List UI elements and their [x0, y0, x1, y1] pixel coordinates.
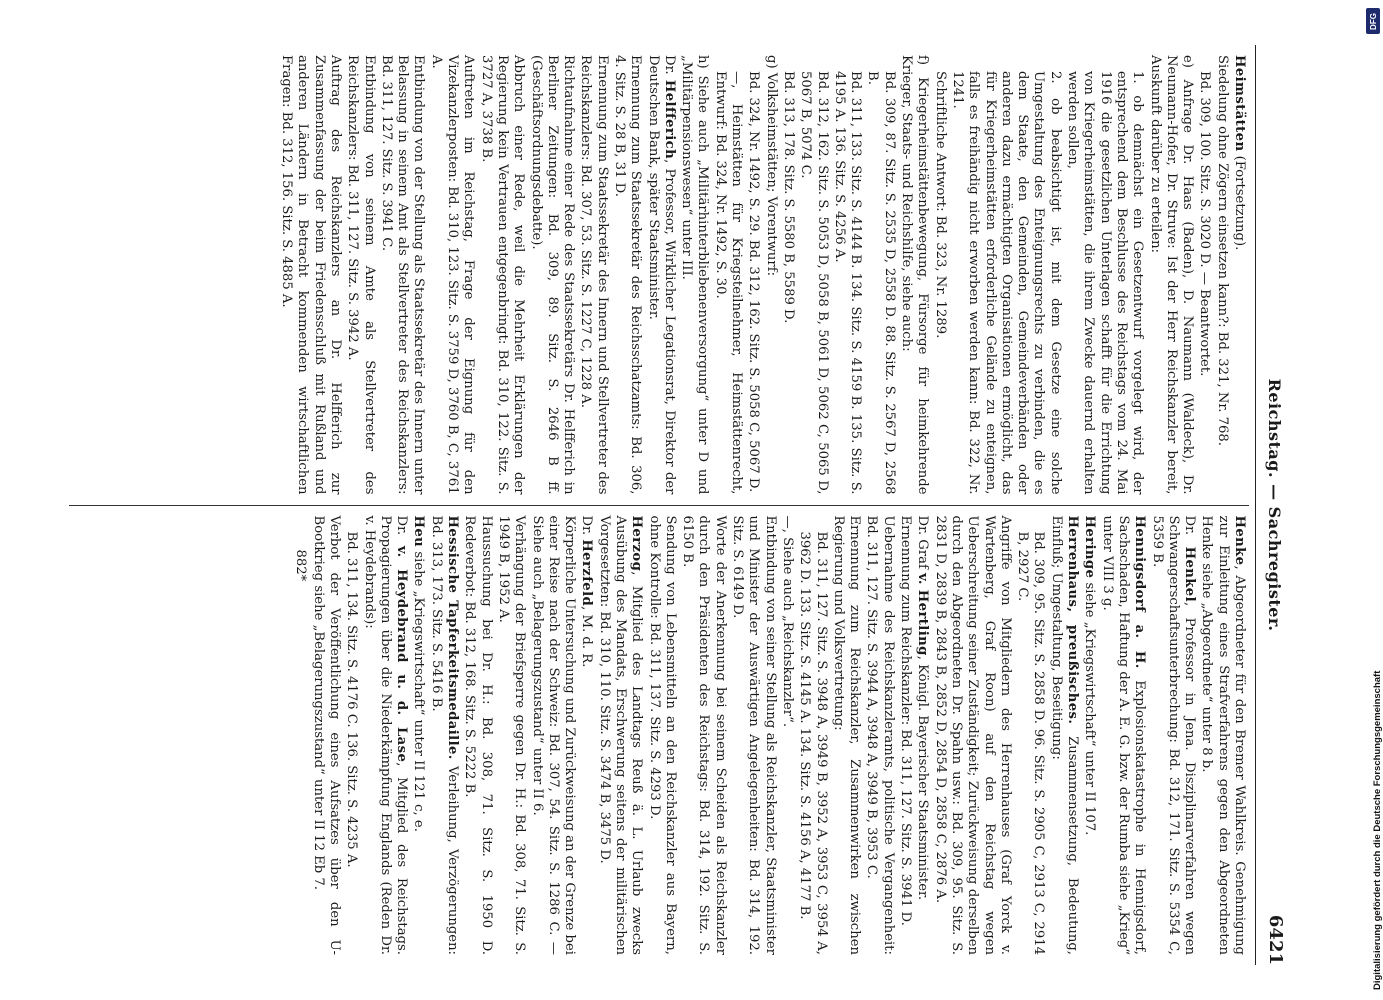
entry-text: e) Anfrage Dr. Haas (Baden), D. Naumann (Waldeck), Dr. Neumann-Hofer, Dr. Struve: Ist der Herr Reichskanzler bereit, Auskunft darüber zu erteilen:: [1147, 55, 1196, 495]
entry-text: siehe „Kriegswirtschaft“ unter II 107.: [1082, 578, 1098, 836]
index-entry-line: [779, 516, 795, 956]
index-entry-line: [477, 55, 526, 495]
index-entry-heading: [360, 516, 409, 956]
entry-lemma: Henkel: [1182, 546, 1198, 602]
entry-text: Verbot der Veröffentlichung eines Aufsatzes über den U-Bootkrieg siehe „Belagerungszustand“ unter II 12 Eb 7.: [310, 515, 342, 955]
entry-text: Explosionskatastrophe in Hennigsdorf, Sachschaden, Haftung der A. E. G. bzw. der Rumba siehe „Krieg“ unter VIII 3 g.: [1099, 515, 1148, 955]
entry-text: , Mitglied des Landtags Reuß ä. L. Urlaub zwecks Ausübung des Mandats, Erschwerung seitens der militärischen Vorgesetzten: Bd. 310, 110. Sitz. S. 3474 B, 3475 D.: [596, 515, 645, 955]
index-entry-line: [863, 516, 896, 956]
entry-text: Auftreten im Reichstag, Frage der Eignung für den Vizekanzlerposten: Bd. 310, 123. Sitz. S. 3759 D, 3760 B, C, 3761 A.: [428, 55, 477, 495]
entry-text: , M. d. R.: [579, 606, 595, 668]
index-entry-line: [864, 55, 897, 495]
entry-lemma: Heimstätten: [1232, 55, 1247, 152]
entry-text: Verleihung, Verzögerungen: Bd. 313, 173. Sitz. S. 5416 B.: [428, 515, 461, 956]
entry-text: siehe „Kriegswirtschaft“ unter II 121 c, e.: [411, 547, 427, 832]
index-entry-line: [278, 55, 343, 495]
page-number: 6421: [1265, 914, 1286, 965]
index-entry-line: [527, 55, 576, 495]
entry-lemma: Herrenhaus, preußisches.: [1065, 515, 1081, 725]
entry-text: —, Siehe auch „Reichskanzler“.: [779, 515, 795, 728]
index-entry-heading: [1098, 516, 1147, 956]
entry-text: Zusammensetzung, Bedeutung, Einfluß; Umgestaltung, Beseitigung:: [1048, 515, 1081, 955]
entry-text: , Abgeordneter für den Bremer Wahlkreis. Genehmigung zur Einleitung eines Strafverfahrens gegen den Abgeordneten Henke siehe „Abgeordnete“ unter 8 b.: [1199, 515, 1247, 955]
index-entry-line: [780, 55, 796, 495]
index-entry-line: [292, 516, 308, 956]
entry-text: —, Heimstätten für Kriegsteilnehmer, Heimstättenrecht, Entwurf: Bd. 324, Nr. 1492, S. 30.: [712, 71, 745, 495]
entry-text: Körperliche Untersuchung und Zurückweisung an der Grenze bei einer Reise nach der Schweiz: Bd. 307, 54. Sitz. S. 1286 C. — Siehe auch „Belagerungszustand“ unter II 6.: [529, 515, 578, 955]
entry-text: , Professor in Jena. Disziplinarverfahren wegen Schwangerschaftsunterbrechung: Bd. 312, 171. Sitz. S. 5354 C, 5359 B.: [1149, 515, 1198, 956]
entry-text: Uebernahme des Reichskanzleramts, politische Vergangenheit: Bd. 311, 127. Sitz. S. 3944 A, 3948 A, 3949 B, 3953 C.: [864, 515, 896, 955]
index-entry-line: [1213, 55, 1229, 495]
entry-text: (Fortsetzung).: [1232, 151, 1247, 251]
index-entry-line: [343, 516, 359, 956]
index-entry-line: [1064, 55, 1145, 495]
entry-prefix: Dr.: [661, 55, 677, 80]
entry-text: , Königl. Bayerischer Staatsminister.: [915, 655, 931, 901]
entry-text: Worte der Anerkennung bei seinem Scheiden als Reichskanzler durch den Präsidenten des Reichstags: Bd. 314, 192. Sitz. S. 6150 B.: [680, 515, 728, 955]
entry-text: Auftrag des Reichskanzlers an Dr. Helfferich zur Zusammenfassung der beim Friedensschluß mit Rußland und anderen Ländern in Betracht kommenden wirtschaftlichen Fragen: Bd. 312, 156. Sitz. S. 4885 A.: [279, 55, 343, 495]
index-entry-line: [797, 55, 830, 495]
index-entry-line: [1146, 55, 1195, 495]
entry-text: Sendung von Lebensmitteln an den Reichskanzler aus Bayern, ohne Kontrolle: Bd. 311, 137. Sitz. S. 4293 D.: [646, 515, 678, 955]
index-entry-line: [898, 55, 931, 495]
entry-text: Bd. 311, 134. Sitz. S. 4176 C. 136. Sitz. S. 4235 A.: [344, 531, 360, 868]
entry-lemma: v. Hertling: [915, 573, 931, 656]
entry-text: h) Siehe auch „Militärhinterbliebenenversorgung“ unter D und „Militärpensionswesen“ unter III.: [679, 55, 711, 495]
running-title: Reichstag. — Sachregister.: [1265, 378, 1284, 632]
entry-text: Entbindung von seiner Stellung als Reichskanzler, Staatsminister und Minister der Auswärtigen Angelegenheiten: Bd. 314, 192. Sitz. S. 6149 D.: [730, 515, 778, 955]
entry-text: Bd. 311, 133. Sitz. S. 4144 B. 134. Sitz. S. 4159 B. 135. Sitz. S. 4195 A. 136. Sitz. S. 4256 A.: [831, 71, 864, 495]
entry-text: g) Volksheimstätten; Vorentwurf:: [763, 55, 779, 277]
entry-text: Verhängung der Briefsperre gegen Dr. H.: Bd. 308, 71. Sitz. S. 1949 B, 1952 A.: [495, 515, 528, 955]
entry-text: , Professor, Wirklicher Legationsrat, Direktor der Deutschen Bank, später Staatsminister.: [645, 55, 677, 495]
index-entry-line: [378, 55, 427, 495]
index-entry-line: [897, 516, 913, 956]
index-entry-heading: [1148, 516, 1197, 956]
index-entry-line: [528, 516, 577, 956]
index-entry-line: [931, 516, 1012, 956]
index-entry-line: [577, 55, 610, 495]
dfg-logo: DFG: [1366, 8, 1380, 34]
entry-text: Haussuchung bei Dr. H.: Bd. 308, 71. Sitz. S. 1950 D. Redeverbot: Bd. 312, 168. Sitz. S. 5222 B.: [462, 515, 494, 955]
entry-lemma: Heu: [411, 515, 427, 548]
scanned-page: [10, 0, 1360, 1000]
entry-lemma: Hessische Tapferkeitsmedaille.: [445, 515, 461, 760]
entry-lemma: v. Heydebrand u. d. Lase: [394, 545, 410, 763]
index-entry-heading: [410, 516, 426, 956]
entry-text: 1. ob demnächst ein Gesetzentwurf vorgelegt wird, der entsprechend dem Beschlusse des Reichstags vom 24. Mai 1916 die gesetzlichen Unterlagen schafft für die Errichtung von Kriegerheimstätten, die ihrem Zwecke dauernd erhalten werden sollen,: [1065, 71, 1146, 495]
entry-prefix: Dr. Graf: [915, 515, 931, 574]
entry-prefix: Dr.: [1182, 515, 1198, 547]
page-header: [1256, 45, 1290, 965]
entry-text: Ernennung zum Reichskanzler: Bd. 311, 127. Sitz. S. 3941 D.: [898, 515, 914, 926]
entry-text: Ernennung zum Staatssekretär des Innern und Stellvertreter des Reichskanzlers: Bd. 307, 53. Sitz. S. 1227 C, 1228 A.: [578, 55, 610, 495]
entry-text: Ernennung zum Reichskanzler, Zusammenwirken zwischen Regierung und Volksvertretung:: [830, 515, 863, 955]
index-entry-heading: [578, 516, 594, 956]
entry-text: Richtaufnahme einer Rede des Staatssekretärs Dr. Helfferich in Berliner Zeitungen: Bd. 309, 89. Sitz. S. 2646 B ff. (Geschäftsordnungsdebatte).: [528, 55, 577, 495]
entry-lemma: Herzog: [629, 515, 645, 572]
index-entry-line: [745, 55, 761, 495]
index-entry-heading: [1231, 55, 1247, 495]
entry-text: , Mitglied des Reichstags. Propagierungen über die Niederkämpfung Englands (Reden Dr. v. Heydebrands):: [361, 515, 410, 955]
index-entry-line: [729, 516, 778, 956]
index-entry-heading: [427, 516, 460, 956]
entry-text: Bd. 313, 178. Sitz. S. 5580 B, 5589 D.: [780, 71, 796, 324]
entry-text: Bd. 311, 127. Sitz. S. 3948 A, 3949 B, 3952 A, 3953 C, 3954 A, 3962 D. 133. Sitz. S. 4145 A. 134. Sitz. S. 4156 A, 4177 B.: [797, 531, 829, 955]
index-entry-line: [1196, 55, 1212, 495]
index-entry-line: [949, 55, 1063, 495]
entry-lemma: Heringe: [1082, 515, 1098, 579]
entry-text: Bd. 324, Nr. 1492, S. 29. Bd. 312, 162. Sitz. S. 5058 C, 5067 D.: [746, 71, 762, 493]
index-entry-line: [830, 516, 863, 956]
entry-lemma: Helfferich: [661, 79, 677, 160]
index-entry-line: [1014, 516, 1047, 956]
right-column: [69, 506, 1249, 966]
entry-text: Bd. 309, 100. Sitz. S. 3020 D. — Beantwortet.: [1197, 71, 1213, 377]
index-entry-line: [679, 516, 728, 956]
index-entry-line: [461, 516, 494, 956]
index-entry-line: [495, 516, 528, 956]
index-entry-line: [645, 516, 678, 956]
entry-text: Abbruch einer Rede, weil die Mehrheit Erklärungen der Regierung kein Vertrauen entgegenbringt: Bd. 310, 122. Sitz. S. 3727 A, 3738 B.: [478, 55, 527, 495]
index-entry-heading: [1081, 516, 1097, 956]
index-entry-line: [796, 516, 829, 956]
index-entry-line: [344, 55, 377, 495]
index-entry-line: [309, 516, 342, 956]
entry-text: Schriftliche Antwort: Bd. 323, Nr. 1289.: [932, 71, 948, 339]
digitization-credit: Digitalisierung gefördert durch die Deutsche Forschungsgemeinschaft: [1372, 670, 1383, 990]
entry-prefix: Dr.: [394, 515, 410, 546]
entry-text: Bd. 309, 95. Sitz. S. 2858 D. 96. Sitz. S. 2905 C, 2913 C, 2914 B, 2927 C.: [1015, 531, 1047, 955]
index-entry-line: [762, 55, 778, 495]
entry-lemma: Herzfeld: [579, 539, 595, 607]
entry-text: Entbindung von der Stellung als Staatssekretär des Innern unter Belassung in seinem Amt als Stellvertreter des Reichskanzlers: Bd. 311, 127. Sitz. S. 3941 C.: [378, 55, 427, 495]
index-entry-line: [611, 55, 644, 495]
index-entry-line: [427, 55, 476, 495]
entry-text: Bd. 309, 87. Sitz. S. 2535 D, 2558 D. 88. Sitz. S. 2567 D, 2568 B.: [865, 71, 897, 495]
index-entry-heading: [595, 516, 644, 956]
entry-text: Angriffe von Mitgliedern des Herrenhauses (Graf Yorck v. Wartenberg, Graf Roon) auf den Reichstag wegen Ueberschreitung seiner Zuständigkeit; Zurückweisung derselben durch den Abgeordneten Dr. Spahn usw.: Bd. 309, 95. Sitz. S. 2831 D, 2839 B, 2843 B, 2852 D, 2854 D, 2858 C, 2876 A.: [932, 515, 1013, 955]
entry-text: Bd. 312, 162. Sitz. S. 5053 D, 5058 B, 5061 D, 5062 C, 5065 D, 5067 B, 5074 C.: [798, 71, 830, 495]
entry-text: f) Kriegerheimstättenbewegung, Fürsorge für heimkehrende Krieger, Staats- und Reichshilfe, siehe auch:: [899, 55, 931, 495]
index-entry-line: [931, 55, 947, 495]
index-entry-heading: [914, 516, 930, 956]
entry-lemma: Hennigsdorf a. H.: [1132, 515, 1148, 669]
entry-text: 882*: [293, 549, 309, 582]
entry-prefix: Dr.: [579, 515, 595, 540]
entry-text: Entbindung von seinem Amte als Stellvertreter des Reichskanzlers: Bd. 311, 127. Sitz. S. 3942 A.: [345, 55, 377, 495]
index-entry-heading: [1047, 516, 1080, 956]
index-entry-line: [678, 55, 711, 495]
rotated-page-content: [50, 45, 1290, 965]
index-entry-heading: [644, 55, 677, 495]
index-entry-line: [712, 55, 745, 495]
index-entry-line: [831, 55, 864, 495]
index-entry-heading: [1198, 516, 1247, 956]
two-column-body: [69, 45, 1249, 965]
entry-lemma: Henke: [1232, 515, 1247, 566]
left-column: [69, 45, 1249, 505]
entry-text: 2. ob beabsichtigt ist, mit dem Gesetze eine solche Umgestaltung des Enteignungsrechts zu verbinden, die es dem Staate, den Gemeinden, Gemeindeverbänden oder anderen dazu ermächtigten Organisationen ermöglicht, das für Kriegerheimstätten erforderliche Gelände zu enteignen, falls es freihändig nicht erworben werden kann: Bd. 322, Nr. 1241.: [949, 71, 1063, 495]
entry-text: Siedelung ohne Zögern einsetzen kann?: Bd. 321, Nr. 768.: [1214, 55, 1230, 446]
entry-text: Ernennung zum Staatssekretär des Reichsschatzamts: Bd. 306, 4. Sitz. S. 28 B, 31 D.: [612, 55, 644, 495]
